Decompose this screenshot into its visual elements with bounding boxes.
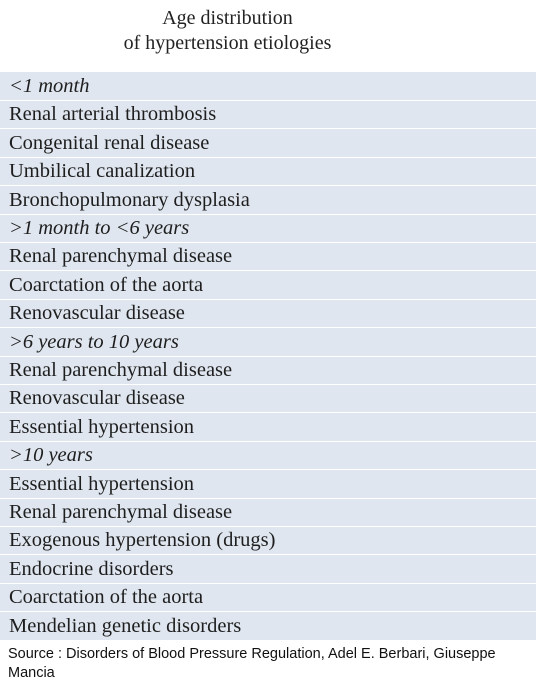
table-row: Renovascular disease: [9, 387, 185, 410]
table-row: Renal parenchymal disease: [9, 245, 233, 268]
table-row: Essential hypertension: [9, 415, 195, 438]
table-row: Essential hypertension: [9, 472, 195, 495]
table-row: Bronchopulmonary dysplasia: [9, 188, 250, 211]
table-title: [0, 6, 455, 56]
row-divider: [0, 469, 536, 470]
row-divider: [0, 384, 536, 385]
table-row: Renovascular disease: [9, 302, 185, 325]
row-divider: [0, 214, 536, 215]
table-row: Congenital renal disease: [9, 131, 210, 154]
row-divider: [0, 583, 536, 584]
row-divider: [0, 498, 536, 499]
table-row: Renal parenchymal disease: [9, 359, 233, 381]
row-divider: [0, 100, 536, 101]
row-divider: [0, 327, 536, 328]
table-row: Coarctation of the aorta: [9, 586, 204, 609]
age-group-header: >6 years to 10 years: [9, 330, 179, 353]
table-row: Exogenous hypertension (drugs): [9, 529, 276, 552]
row-divider: [0, 441, 536, 442]
row-divider: [0, 611, 536, 612]
row-divider: [0, 270, 536, 271]
row-divider: [0, 128, 536, 129]
age-group-header: <1 month: [9, 75, 90, 97]
source-citation: Source : Disorders of Blood Pressure Regulation, Adel E. Berbari, Giuseppe Mancia: [8, 646, 496, 681]
table-row: Renal parenchymal disease: [9, 501, 233, 523]
row-divider: [0, 526, 536, 527]
row-divider: [0, 299, 536, 300]
row-divider: [0, 185, 536, 186]
table-row: Mendelian genetic disorders: [9, 614, 242, 637]
row-divider: [0, 356, 536, 357]
row-divider: [0, 412, 536, 413]
row-divider: [0, 554, 536, 555]
title-line-2: of hypertension etiologies: [123, 32, 332, 54]
table-row: Coarctation of the aorta: [9, 273, 204, 296]
table-row: Renal arterial thrombosis: [9, 103, 217, 126]
etiology-table: [0, 72, 536, 640]
table-row: Umbilical canalization: [9, 160, 196, 183]
table-row: Endocrine disorders: [9, 557, 174, 580]
age-group-header: >10 years: [9, 444, 93, 467]
row-divider: [0, 242, 536, 243]
row-divider: [0, 157, 536, 158]
age-group-header: >1 month to <6 years: [9, 217, 190, 239]
title-line-1: Age distribution: [162, 7, 293, 29]
